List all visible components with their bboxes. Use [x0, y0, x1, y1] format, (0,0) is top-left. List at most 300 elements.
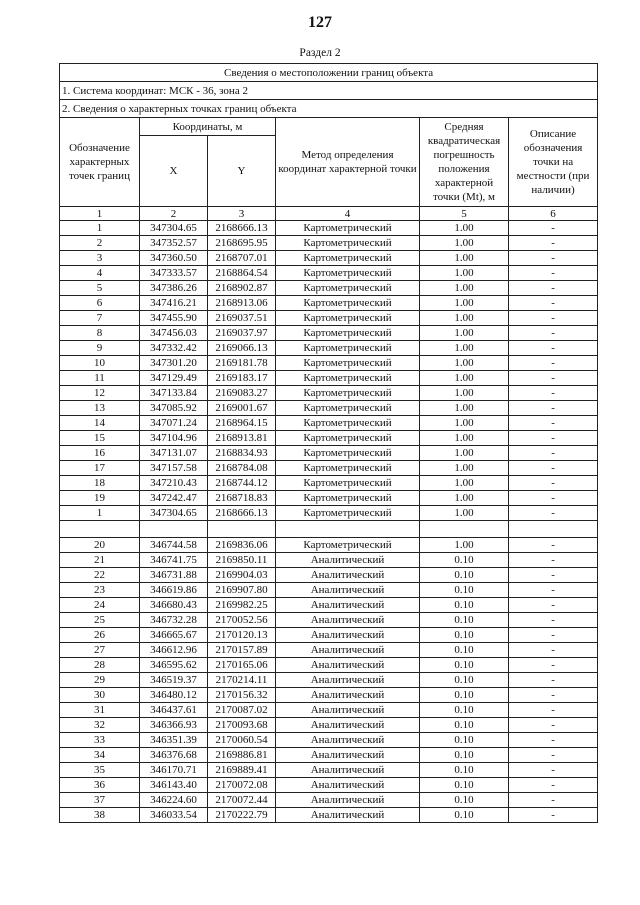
method: Аналитический — [276, 748, 420, 763]
method: Картометрический — [276, 281, 420, 296]
table-row — [60, 296, 598, 311]
coord-x: 347304.65 — [140, 221, 208, 236]
point-id: 33 — [60, 733, 140, 748]
description: - — [509, 628, 598, 643]
table-title: Сведения о местоположении границ объекта — [60, 64, 598, 82]
header-row-top — [60, 118, 598, 136]
coord-x: 346366.93 — [140, 718, 208, 733]
table-row — [60, 356, 598, 371]
method: Аналитический — [276, 628, 420, 643]
table-row — [60, 688, 598, 703]
accuracy: 0.10 — [420, 613, 509, 628]
description: - — [509, 538, 598, 553]
description: - — [509, 568, 598, 583]
point-id: 21 — [60, 553, 140, 568]
description: - — [509, 553, 598, 568]
coord-x: 347360.50 — [140, 251, 208, 266]
method: Картометрический — [276, 356, 420, 371]
coord-y: 2170157.89 — [208, 643, 276, 658]
method: Картометрический — [276, 236, 420, 251]
coord-y: 2169907.80 — [208, 583, 276, 598]
coord-x: 346519.37 — [140, 673, 208, 688]
accuracy: 0.10 — [420, 673, 509, 688]
method: Картометрический — [276, 491, 420, 506]
point-id: 10 — [60, 356, 140, 371]
accuracy: 1.00 — [420, 446, 509, 461]
table-row — [60, 583, 598, 598]
accuracy: 1.00 — [420, 491, 509, 506]
group-separator-row — [60, 521, 598, 538]
point-id: 24 — [60, 598, 140, 613]
accuracy: 0.10 — [420, 808, 509, 823]
points-heading-row — [60, 100, 598, 118]
table-row — [60, 538, 598, 553]
column-number: 5 — [420, 207, 509, 221]
description: - — [509, 476, 598, 491]
description: - — [509, 491, 598, 506]
description: - — [509, 356, 598, 371]
coord-x: 347352.57 — [140, 236, 208, 251]
description: - — [509, 446, 598, 461]
table-row — [60, 748, 598, 763]
accuracy: 1.00 — [420, 371, 509, 386]
method: Аналитический — [276, 673, 420, 688]
coord-y: 2170052.56 — [208, 613, 276, 628]
table-row — [60, 506, 598, 521]
description: - — [509, 673, 598, 688]
accuracy: 1.00 — [420, 401, 509, 416]
table-row — [60, 401, 598, 416]
coord-y: 2169181.78 — [208, 356, 276, 371]
point-id: 11 — [60, 371, 140, 386]
table-row — [60, 461, 598, 476]
description: - — [509, 793, 598, 808]
point-id: 6 — [60, 296, 140, 311]
method: Аналитический — [276, 793, 420, 808]
description: - — [509, 733, 598, 748]
table-row — [60, 251, 598, 266]
coord-y: 2170214.11 — [208, 673, 276, 688]
column-number: 3 — [208, 207, 276, 221]
coord-x: 347133.84 — [140, 386, 208, 401]
column-number-row — [60, 207, 598, 221]
points-heading: 2. Сведения о характерных точках границ объекта — [60, 100, 598, 118]
description: - — [509, 688, 598, 703]
accuracy: 0.10 — [420, 688, 509, 703]
accuracy: 0.10 — [420, 763, 509, 778]
description: - — [509, 266, 598, 281]
description: - — [509, 598, 598, 613]
coord-y: 2170087.02 — [208, 703, 276, 718]
header-coordinates: Координаты, м — [140, 118, 276, 136]
empty-cell — [60, 521, 140, 538]
point-id: 1 — [60, 506, 140, 521]
point-id: 16 — [60, 446, 140, 461]
coord-y: 2170165.06 — [208, 658, 276, 673]
point-id: 25 — [60, 613, 140, 628]
accuracy: 0.10 — [420, 748, 509, 763]
accuracy: 0.10 — [420, 658, 509, 673]
header-method: Метод определения координат характерной точки — [276, 118, 420, 207]
column-number: 2 — [140, 207, 208, 221]
table-row — [60, 763, 598, 778]
table-row — [60, 476, 598, 491]
coord-y: 2168707.01 — [208, 251, 276, 266]
description: - — [509, 583, 598, 598]
coord-y: 2170093.68 — [208, 718, 276, 733]
header-accuracy: Средняя квадратическая погрешность положения характерной точки (Mt), м — [420, 118, 509, 207]
empty-cell — [420, 521, 509, 538]
point-id: 26 — [60, 628, 140, 643]
accuracy: 1.00 — [420, 476, 509, 491]
description: - — [509, 613, 598, 628]
empty-cell — [276, 521, 420, 538]
coord-y: 2168834.93 — [208, 446, 276, 461]
table-row — [60, 386, 598, 401]
coord-x: 346665.67 — [140, 628, 208, 643]
table-row — [60, 266, 598, 281]
coord-x: 347085.92 — [140, 401, 208, 416]
coord-y: 2170222.79 — [208, 808, 276, 823]
table-row — [60, 658, 598, 673]
point-id: 35 — [60, 763, 140, 778]
method: Картометрический — [276, 251, 420, 266]
coord-x: 347416.21 — [140, 296, 208, 311]
coord-x: 347129.49 — [140, 371, 208, 386]
description: - — [509, 296, 598, 311]
point-id: 9 — [60, 341, 140, 356]
header-description: Описание обозначения точки на местности (при наличии) — [509, 118, 598, 207]
coord-y: 2168913.06 — [208, 296, 276, 311]
table-title-row — [60, 64, 598, 82]
coord-y: 2170060.54 — [208, 733, 276, 748]
table-row — [60, 221, 598, 236]
accuracy: 1.00 — [420, 416, 509, 431]
coord-x: 347304.65 — [140, 506, 208, 521]
description: - — [509, 703, 598, 718]
point-id: 8 — [60, 326, 140, 341]
description: - — [509, 416, 598, 431]
method: Картометрический — [276, 461, 420, 476]
method: Картометрический — [276, 296, 420, 311]
accuracy: 0.10 — [420, 703, 509, 718]
table-row — [60, 553, 598, 568]
coord-x: 347210.43 — [140, 476, 208, 491]
coord-system: 1. Система координат: МСК - 36, зона 2 — [60, 82, 598, 100]
method: Аналитический — [276, 658, 420, 673]
point-id: 34 — [60, 748, 140, 763]
point-id: 36 — [60, 778, 140, 793]
empty-cell — [208, 521, 276, 538]
accuracy: 0.10 — [420, 793, 509, 808]
table-row — [60, 613, 598, 628]
coord-y: 2169982.25 — [208, 598, 276, 613]
coord-x: 346741.75 — [140, 553, 208, 568]
accuracy: 1.00 — [420, 281, 509, 296]
table-row — [60, 341, 598, 356]
accuracy: 0.10 — [420, 733, 509, 748]
accuracy: 0.10 — [420, 583, 509, 598]
point-id: 12 — [60, 386, 140, 401]
description: - — [509, 718, 598, 733]
coord-x: 346480.12 — [140, 688, 208, 703]
description: - — [509, 808, 598, 823]
coord-y: 2168913.81 — [208, 431, 276, 446]
method: Картометрический — [276, 311, 420, 326]
coord-y: 2168784.08 — [208, 461, 276, 476]
coord-x: 346680.43 — [140, 598, 208, 613]
description: - — [509, 326, 598, 341]
table-row — [60, 673, 598, 688]
point-id: 27 — [60, 643, 140, 658]
table-row — [60, 326, 598, 341]
coord-y: 2169037.51 — [208, 311, 276, 326]
coord-x: 346224.60 — [140, 793, 208, 808]
method: Картометрический — [276, 386, 420, 401]
method: Картометрический — [276, 538, 420, 553]
method: Аналитический — [276, 688, 420, 703]
coord-x: 347071.24 — [140, 416, 208, 431]
page-number: 127 — [308, 14, 332, 31]
coord-y: 2169183.17 — [208, 371, 276, 386]
point-id: 19 — [60, 491, 140, 506]
accuracy: 1.00 — [420, 326, 509, 341]
coord-x: 346351.39 — [140, 733, 208, 748]
method: Картометрический — [276, 476, 420, 491]
coord-x: 346732.28 — [140, 613, 208, 628]
coord-x: 347455.90 — [140, 311, 208, 326]
point-id: 22 — [60, 568, 140, 583]
accuracy: 1.00 — [420, 221, 509, 236]
empty-cell — [140, 521, 208, 538]
coord-y: 2168666.13 — [208, 506, 276, 521]
boundary-points-table — [59, 63, 598, 823]
coord-y: 2168902.87 — [208, 281, 276, 296]
coord-x: 346170.71 — [140, 763, 208, 778]
coord-x: 346033.54 — [140, 808, 208, 823]
coord-x: 346376.68 — [140, 748, 208, 763]
coord-y: 2168964.15 — [208, 416, 276, 431]
table-row — [60, 491, 598, 506]
method: Аналитический — [276, 643, 420, 658]
empty-cell — [509, 521, 598, 538]
method: Картометрический — [276, 431, 420, 446]
description: - — [509, 386, 598, 401]
method: Картометрический — [276, 266, 420, 281]
method: Аналитический — [276, 583, 420, 598]
coord-y: 2169836.06 — [208, 538, 276, 553]
table-row — [60, 628, 598, 643]
table-row — [60, 311, 598, 326]
coord-y: 2169083.27 — [208, 386, 276, 401]
point-id: 28 — [60, 658, 140, 673]
table-row — [60, 568, 598, 583]
method: Картометрический — [276, 446, 420, 461]
coord-x: 346731.88 — [140, 568, 208, 583]
description: - — [509, 431, 598, 446]
point-id: 15 — [60, 431, 140, 446]
table-row — [60, 703, 598, 718]
coord-y: 2168718.83 — [208, 491, 276, 506]
coord-y: 2170072.08 — [208, 778, 276, 793]
coord-x: 347242.47 — [140, 491, 208, 506]
accuracy: 1.00 — [420, 386, 509, 401]
method: Картометрический — [276, 341, 420, 356]
point-id: 32 — [60, 718, 140, 733]
method: Аналитический — [276, 553, 420, 568]
coord-y: 2169037.97 — [208, 326, 276, 341]
description: - — [509, 341, 598, 356]
coord-y: 2170156.32 — [208, 688, 276, 703]
description: - — [509, 371, 598, 386]
accuracy: 1.00 — [420, 266, 509, 281]
accuracy: 0.10 — [420, 718, 509, 733]
coord-y: 2169850.11 — [208, 553, 276, 568]
table-row — [60, 718, 598, 733]
description: - — [509, 401, 598, 416]
table-row — [60, 808, 598, 823]
description: - — [509, 643, 598, 658]
method: Картометрический — [276, 401, 420, 416]
coord-y: 2168695.95 — [208, 236, 276, 251]
method: Аналитический — [276, 733, 420, 748]
method: Аналитический — [276, 568, 420, 583]
coord-x: 346612.96 — [140, 643, 208, 658]
section-label: Раздел 2 — [299, 47, 341, 59]
accuracy: 1.00 — [420, 506, 509, 521]
point-id: 38 — [60, 808, 140, 823]
table-row — [60, 431, 598, 446]
point-id: 18 — [60, 476, 140, 491]
accuracy: 0.10 — [420, 628, 509, 643]
accuracy: 0.10 — [420, 568, 509, 583]
table-row — [60, 643, 598, 658]
accuracy: 1.00 — [420, 538, 509, 553]
table-row — [60, 371, 598, 386]
header-x: X — [140, 136, 208, 207]
method: Аналитический — [276, 808, 420, 823]
accuracy: 0.10 — [420, 778, 509, 793]
column-number: 4 — [276, 207, 420, 221]
point-id: 29 — [60, 673, 140, 688]
point-id: 17 — [60, 461, 140, 476]
coord-x: 347301.20 — [140, 356, 208, 371]
coord-x: 346595.62 — [140, 658, 208, 673]
coord-x: 346619.86 — [140, 583, 208, 598]
point-id: 14 — [60, 416, 140, 431]
table-row — [60, 778, 598, 793]
description: - — [509, 236, 598, 251]
method: Аналитический — [276, 598, 420, 613]
coord-y: 2168744.12 — [208, 476, 276, 491]
coord-y: 2170072.44 — [208, 793, 276, 808]
table-body — [60, 64, 598, 823]
table-row — [60, 598, 598, 613]
accuracy: 1.00 — [420, 461, 509, 476]
method: Аналитический — [276, 703, 420, 718]
accuracy: 0.10 — [420, 553, 509, 568]
accuracy: 1.00 — [420, 356, 509, 371]
table-row — [60, 793, 598, 808]
method: Картометрический — [276, 416, 420, 431]
coord-x: 347104.96 — [140, 431, 208, 446]
coord-x: 346143.40 — [140, 778, 208, 793]
coord-y: 2170120.13 — [208, 628, 276, 643]
method: Картометрический — [276, 221, 420, 236]
point-id: 4 — [60, 266, 140, 281]
coord-y: 2169886.81 — [208, 748, 276, 763]
accuracy: 1.00 — [420, 341, 509, 356]
description: - — [509, 763, 598, 778]
point-id: 7 — [60, 311, 140, 326]
point-id: 37 — [60, 793, 140, 808]
table-row — [60, 733, 598, 748]
description: - — [509, 778, 598, 793]
description: - — [509, 251, 598, 266]
coord-y: 2168864.54 — [208, 266, 276, 281]
point-id: 20 — [60, 538, 140, 553]
description: - — [509, 311, 598, 326]
accuracy: 1.00 — [420, 296, 509, 311]
method: Картометрический — [276, 371, 420, 386]
coord-x: 346437.61 — [140, 703, 208, 718]
method: Аналитический — [276, 613, 420, 628]
coord-y: 2169066.13 — [208, 341, 276, 356]
coord-x: 347332.42 — [140, 341, 208, 356]
coord-system-row — [60, 82, 598, 100]
point-id: 2 — [60, 236, 140, 251]
coord-y: 2169889.41 — [208, 763, 276, 778]
accuracy: 1.00 — [420, 236, 509, 251]
accuracy: 1.00 — [420, 251, 509, 266]
point-id: 13 — [60, 401, 140, 416]
accuracy: 0.10 — [420, 598, 509, 613]
coord-x: 347131.07 — [140, 446, 208, 461]
description: - — [509, 461, 598, 476]
method: Аналитический — [276, 763, 420, 778]
accuracy: 1.00 — [420, 431, 509, 446]
table-row — [60, 236, 598, 251]
coord-y: 2169001.67 — [208, 401, 276, 416]
accuracy: 1.00 — [420, 311, 509, 326]
coord-x: 347386.26 — [140, 281, 208, 296]
description: - — [509, 221, 598, 236]
method: Аналитический — [276, 778, 420, 793]
point-id: 30 — [60, 688, 140, 703]
description: - — [509, 658, 598, 673]
coord-x: 347456.03 — [140, 326, 208, 341]
method: Аналитический — [276, 718, 420, 733]
point-id: 5 — [60, 281, 140, 296]
coord-x: 347333.57 — [140, 266, 208, 281]
description: - — [509, 281, 598, 296]
method: Картометрический — [276, 326, 420, 341]
point-id: 1 — [60, 221, 140, 236]
point-id: 31 — [60, 703, 140, 718]
point-id: 3 — [60, 251, 140, 266]
coord-y: 2169904.03 — [208, 568, 276, 583]
description: - — [509, 506, 598, 521]
accuracy: 0.10 — [420, 643, 509, 658]
description: - — [509, 748, 598, 763]
coord-x: 346744.58 — [140, 538, 208, 553]
method: Картометрический — [276, 506, 420, 521]
header-y: Y — [208, 136, 276, 207]
column-number: 6 — [509, 207, 598, 221]
table-row — [60, 416, 598, 431]
table-row — [60, 281, 598, 296]
coord-y: 2168666.13 — [208, 221, 276, 236]
